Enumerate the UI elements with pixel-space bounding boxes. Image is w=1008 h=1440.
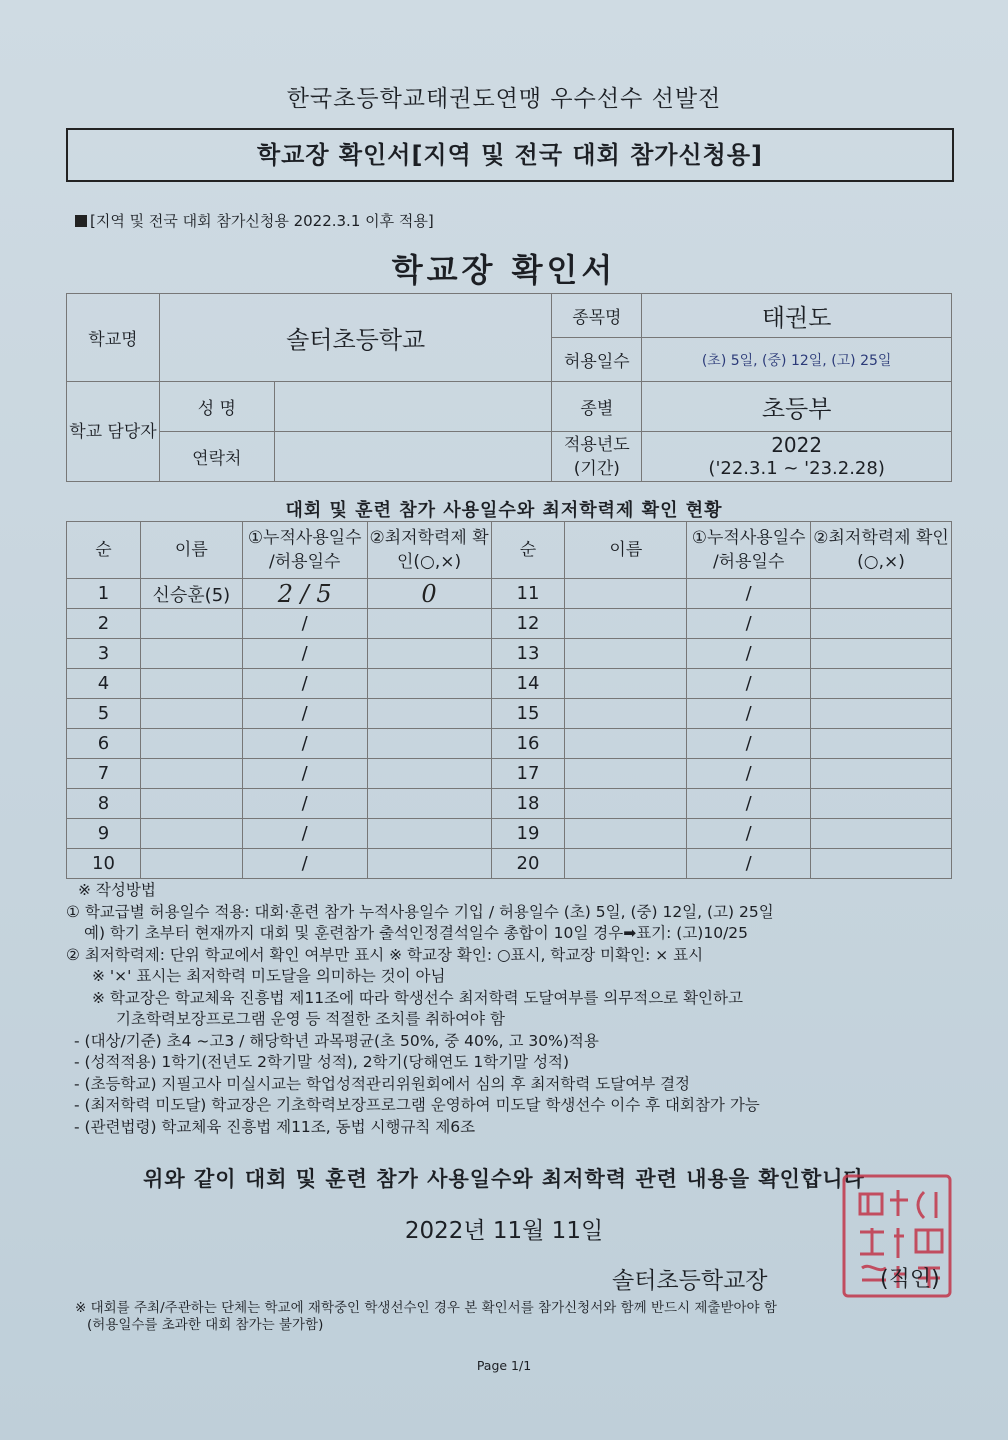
left-name-cell — [140, 819, 242, 849]
right-no-cell: 13 — [491, 639, 565, 669]
left-no-cell: 1 — [67, 579, 141, 609]
instruction-line: ※ 작성방법 — [78, 881, 156, 899]
left-days-cell: / — [242, 609, 367, 639]
contact-value — [274, 432, 552, 482]
seal-mark: (직인) — [880, 1267, 940, 1292]
right-name-cell — [565, 849, 687, 879]
year-period: ('22.3.1 ~ '23.2.28) — [708, 457, 885, 479]
footnote — [75, 1300, 945, 1334]
staff-name-value — [274, 382, 552, 432]
right-days-cell: / — [687, 729, 811, 759]
right-days-cell: / — [687, 639, 811, 669]
right-academic-cell — [811, 579, 952, 609]
right-academic-cell — [811, 819, 952, 849]
instruction-line: - (성적적용) 1학기(전년도 2학기말 성적), 2학기(당해연도 1학기말 성적) — [74, 1053, 570, 1071]
left-academic-cell — [367, 759, 491, 789]
table-row — [67, 849, 952, 879]
left-days-cell: / — [242, 819, 367, 849]
table-row — [67, 669, 952, 699]
right-no-cell: 18 — [491, 789, 565, 819]
allowed-days-value: (초) 5일, (중) 12일, (고) 25일 — [642, 338, 952, 382]
left-days-cell: / — [242, 789, 367, 819]
header-name: 이름 — [565, 522, 687, 579]
form-title-box: 학교장 확인서[지역 및 전국 대회 참가신청용] — [66, 128, 954, 182]
year-value: 2022 — [771, 432, 823, 457]
header-no: 순 — [491, 522, 565, 579]
right-days-cell: / — [687, 819, 811, 849]
left-no-cell: 10 — [67, 849, 141, 879]
left-name-cell — [140, 849, 242, 879]
left-days-cell: / — [242, 669, 367, 699]
left-name-cell — [140, 789, 242, 819]
right-days-cell: / — [687, 789, 811, 819]
left-name-cell: 신승훈(5) — [140, 579, 242, 609]
footnote-line: (허용일수를 초과한 대회 참가는 불가함) — [87, 1317, 324, 1333]
school-label: 학교명 — [67, 294, 160, 382]
right-academic-cell — [811, 729, 952, 759]
header-no: 순 — [67, 522, 141, 579]
table-row — [67, 699, 952, 729]
division-label: 종별 — [552, 382, 642, 432]
right-days-cell: / — [687, 699, 811, 729]
top-note — [75, 210, 434, 231]
right-name-cell — [565, 669, 687, 699]
instruction-line: - (초등학교) 지필고사 미실시교는 학업성적관리위원회에서 심의 후 최저학력 도달여부 결정 — [74, 1074, 691, 1093]
left-days-cell: / — [242, 849, 367, 879]
left-name-cell — [140, 729, 242, 759]
left-name-cell — [140, 699, 242, 729]
right-academic-cell — [811, 699, 952, 729]
right-days-cell: / — [687, 669, 811, 699]
contact-label: 연락처 — [159, 432, 274, 482]
left-no-cell: 4 — [67, 669, 141, 699]
left-academic-cell — [367, 819, 491, 849]
left-days-cell: / — [242, 759, 367, 789]
left-academic-cell — [367, 699, 491, 729]
left-no-cell: 2 — [67, 609, 141, 639]
confirmation-statement: 위와 같이 대회 및 훈련 참가 사용일수와 최저학력 관련 내용을 확인합니다 — [143, 1167, 865, 1191]
instruction-line: ※ 학교장은 학교체육 진흥법 제11조에 따라 학생선수 최저학력 도달여부를 의무적으로 확인하고 — [92, 988, 743, 1007]
left-academic-cell: 0 — [367, 579, 491, 609]
left-no-cell: 8 — [67, 789, 141, 819]
left-days-cell: / — [242, 639, 367, 669]
left-no-cell: 6 — [67, 729, 141, 759]
right-days-cell: / — [687, 609, 811, 639]
left-academic-cell — [367, 729, 491, 759]
staff-label: 학교 담당자 — [67, 382, 160, 482]
left-days-cell: 2 / 5 — [242, 579, 367, 609]
right-name-cell — [565, 759, 687, 789]
instruction-line: ※ '×' 표시는 최저학력 미도달을 의미하는 것이 아님 — [92, 967, 446, 985]
right-no-cell: 14 — [491, 669, 565, 699]
right-no-cell: 20 — [491, 849, 565, 879]
table-row — [67, 759, 952, 789]
info-table — [66, 293, 952, 482]
table-row — [67, 609, 952, 639]
footnote-line: ※ 대회를 주최/주관하는 단체는 학교에 재학중인 학생선수인 경우 본 확인서를 참가신청서와 함께 반드시 제출받아야 함 — [75, 1300, 777, 1316]
right-name-cell — [565, 699, 687, 729]
square-bullet-icon — [75, 215, 87, 227]
table-row — [67, 819, 952, 849]
right-no-cell: 17 — [491, 759, 565, 789]
right-no-cell: 15 — [491, 699, 565, 729]
table-row — [67, 789, 952, 819]
left-academic-cell — [367, 849, 491, 879]
right-academic-cell — [811, 789, 952, 819]
header-name: 이름 — [140, 522, 242, 579]
instructions — [66, 880, 946, 1138]
right-academic-cell — [811, 669, 952, 699]
left-no-cell: 3 — [67, 639, 141, 669]
right-name-cell — [565, 789, 687, 819]
table-row — [67, 729, 952, 759]
right-no-cell: 12 — [491, 609, 565, 639]
right-name-cell — [565, 729, 687, 759]
left-days-cell: / — [242, 729, 367, 759]
organization-title: 한국초등학교태권도연맹 우수선수 선발전 — [286, 86, 722, 112]
issue-date: 2022년 11월 11일 — [404, 1218, 604, 1244]
right-days-cell: / — [687, 759, 811, 789]
left-no-cell: 5 — [67, 699, 141, 729]
instruction-line: 예) 학기 초부터 현재까지 대회 및 훈련참가 출석인정결석일수 총합이 10일 경우➡표기: (고)10/25 — [84, 924, 749, 942]
instruction-line: - (대상/기준) 초4 ~고3 / 해당학년 과목평균(초 50%, 중 40%, 고 30%)적용 — [74, 1031, 599, 1050]
left-name-cell — [140, 609, 242, 639]
staff-name-label: 성 명 — [159, 382, 274, 432]
right-name-cell — [565, 819, 687, 849]
roster-table — [66, 521, 952, 879]
year-label: 적용년도 (기간) — [552, 432, 642, 482]
roster-title: 대회 및 훈련 참가 사용일수와 최저학력제 확인 현황 — [285, 500, 723, 521]
table-row — [67, 579, 952, 609]
left-name-cell — [140, 669, 242, 699]
instruction-line: - (최저학력 미도달) 학교장은 기초학력보장프로그램 운영하여 미도달 학생선수 이수 후 대회참가 가능 — [74, 1096, 760, 1114]
division-value: 초등부 — [642, 382, 952, 432]
left-academic-cell — [367, 639, 491, 669]
page-number: Page 1/1 — [476, 1358, 532, 1373]
main-title: 학교장 확인서 — [391, 251, 617, 289]
instruction-line: ② 최저학력제: 단위 학교에서 확인 여부만 표시 ※ 학교장 확인: ○표시, 학교장 미확인: × 표시 — [66, 945, 704, 964]
right-name-cell — [565, 639, 687, 669]
instruction-line: 기초학력보장프로그램 운영 등 적절한 조치를 취하여야 함 — [116, 1010, 505, 1028]
school-value: 솔터초등학교 — [159, 294, 551, 382]
instruction-line: ① 학교급별 허용일수 적용: 대회·훈련 참가 누적사용일수 기입 / 허용일수 (초) 5일, (중) 12일, (고) 25일 — [66, 902, 774, 921]
right-no-cell: 16 — [491, 729, 565, 759]
right-academic-cell — [811, 609, 952, 639]
right-days-cell: / — [687, 849, 811, 879]
right-academic-cell — [811, 849, 952, 879]
left-academic-cell — [367, 789, 491, 819]
right-days-cell: / — [687, 579, 811, 609]
right-name-cell — [565, 609, 687, 639]
year-cell — [642, 432, 952, 482]
left-academic-cell — [367, 609, 491, 639]
principal-name: 솔터초등학교장 — [612, 1268, 768, 1294]
right-academic-cell — [811, 639, 952, 669]
right-no-cell: 11 — [491, 579, 565, 609]
top-note-text: [지역 및 전국 대회 참가신청용 2022.3.1 이후 적용] — [90, 212, 434, 230]
right-no-cell: 19 — [491, 819, 565, 849]
left-days-cell: / — [242, 699, 367, 729]
header-days: ①누적사용일수 /허용일수 — [687, 522, 811, 579]
instruction-line: - (관련법령) 학교체육 진흥법 제11조, 동법 시행규칙 제6조 — [74, 1117, 476, 1136]
right-academic-cell — [811, 759, 952, 789]
header-days: ①누적사용일수 /허용일수 — [242, 522, 367, 579]
right-name-cell — [565, 579, 687, 609]
table-row — [67, 639, 952, 669]
header-academic: ②최저학력제 확인(○,×) — [811, 522, 952, 579]
left-academic-cell — [367, 669, 491, 699]
left-no-cell: 7 — [67, 759, 141, 789]
event-label: 종목명 — [552, 294, 642, 338]
left-no-cell: 9 — [67, 819, 141, 849]
left-name-cell — [140, 759, 242, 789]
header-academic: ②최저학력제 확인(○,×) — [367, 522, 491, 579]
event-value: 태권도 — [642, 294, 952, 338]
allowed-days-label: 허용일수 — [552, 338, 642, 382]
left-name-cell — [140, 639, 242, 669]
